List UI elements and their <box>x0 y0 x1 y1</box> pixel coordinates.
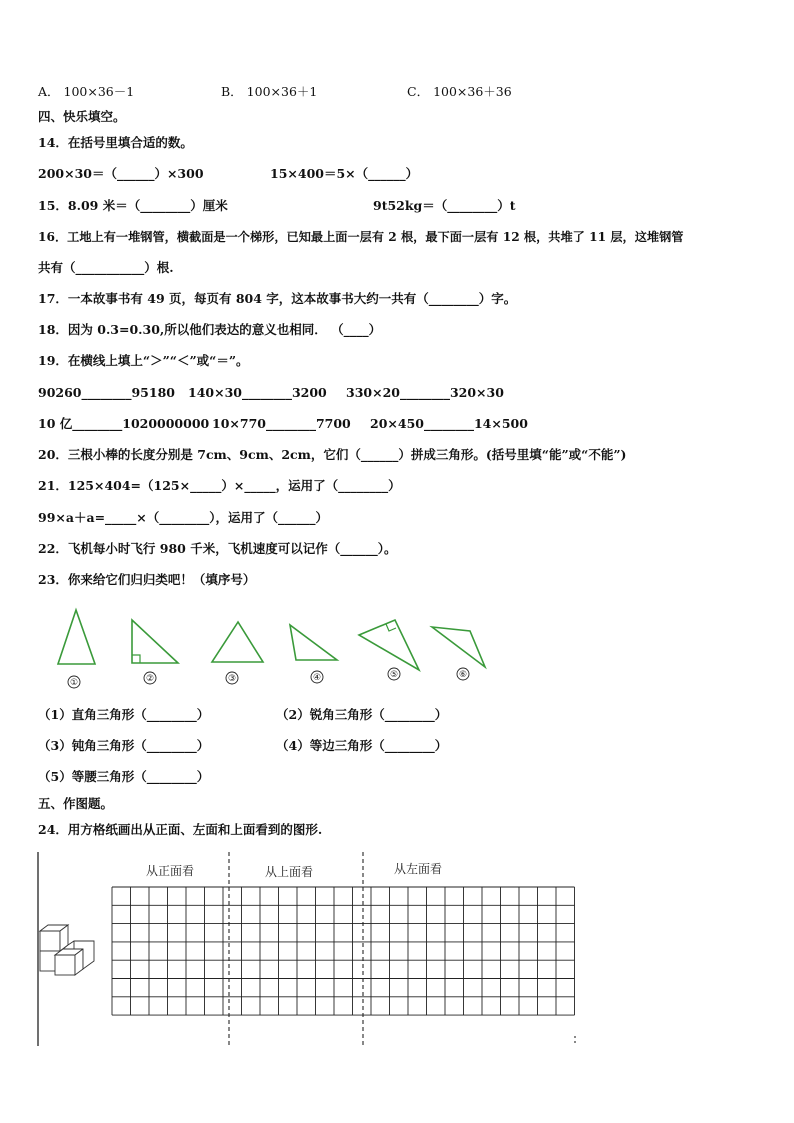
q19-row1-b: 140×30________3200 <box>188 385 327 400</box>
shape-label-5: ⑤ <box>389 670 399 680</box>
q23-category-4: （4）等边三角形（________） <box>276 738 448 753</box>
q19-row2-b: 10×770________7700 <box>212 416 351 431</box>
q20: 20．三根小棒的长度分别是 7cm、9cm、2cm，它们（______）拼成三角形。(括号里填“能”或“不能”) <box>38 447 627 462</box>
q19-row1-c: 330×20________320×30 <box>346 385 504 400</box>
q19-title: 19．在横线上填上“＞”“＜”或“＝”。 <box>38 353 249 368</box>
option-c-label: C． <box>407 84 430 99</box>
option-a <box>38 84 134 100</box>
q14-part1: 200×30＝（______）×300 <box>38 166 204 181</box>
q24-title: 24．用方格纸画出从正面、左面和上面看到的图形. <box>38 822 323 837</box>
triangle-2 <box>132 620 178 663</box>
triangle-6 <box>432 627 485 667</box>
q16-line1: 16．工地上有一堆钢管，横截面是一个梯形，已知最上面一层有 2 根，最下面一层有 12 根，共堆了 11 层，这堆钢管 <box>38 230 684 244</box>
shape-label-4: ④ <box>312 673 322 683</box>
option-b <box>221 84 317 100</box>
triangle-5-right-angle-mark <box>386 624 396 631</box>
option-b-text: 100×36＋1 <box>246 84 318 99</box>
q19-row1-a: 90260________95180 <box>38 385 175 400</box>
q18: 18．因为 0.3=0.30,所以他们表达的意义也相同． （____） <box>38 322 382 337</box>
triangle-4 <box>290 625 337 660</box>
shape-label-3: ③ <box>227 674 237 684</box>
option-c <box>407 84 512 100</box>
q21-line1: 21．125×404=（125×_____）×_____，运用了（________） <box>38 478 401 493</box>
q22: 22．飞机每小时飞行 980 千米，飞机速度可以记作（______）。 <box>38 541 397 556</box>
view-separators <box>229 852 363 1046</box>
q15-part2: 9t52kg＝（________）t <box>373 198 516 213</box>
q23-category-3: （3）钝角三角形（________） <box>38 738 210 753</box>
section-4-heading: 四、快乐填空。 <box>38 109 126 124</box>
q23-category-1: （1）直角三角形（________） <box>38 707 210 722</box>
shape-label-1: ① <box>69 678 79 688</box>
triangle-figures <box>0 600 794 690</box>
triangle-2-right-angle-mark <box>132 655 140 663</box>
shape-label-6: ⑥ <box>458 670 468 680</box>
q23-category-5: （5）等腰三角形（________） <box>38 769 210 784</box>
shape-label-2: ② <box>145 674 155 684</box>
q17: 17．一本故事书有 49 页，每页有 804 字，这本故事书大约一共有（________）字。 <box>38 291 517 306</box>
q14-part2: 15×400＝5×（______） <box>270 166 419 181</box>
q14-title: 14．在括号里填合适的数。 <box>38 135 193 150</box>
cube-stack-icon <box>40 925 94 975</box>
q23-category-2: （2）锐角三角形（________） <box>276 707 448 722</box>
option-a-text: 100×36－1 <box>63 84 135 99</box>
grid-figure <box>0 848 794 1053</box>
triangle-3 <box>212 622 263 662</box>
q23-title: 23．你来给它们归归类吧！（填序号） <box>38 572 256 587</box>
triangle-5 <box>359 620 419 670</box>
label-front-view: 从正面看 <box>146 864 195 878</box>
option-c-text: 100×36＋36 <box>433 84 512 99</box>
q19-row2-c: 20×450________14×500 <box>370 416 528 431</box>
label-left-view: 从左面看 <box>394 862 443 876</box>
section-5-heading: 五、作图题。 <box>38 796 114 811</box>
q16-line2: 共有（___________）根. <box>38 260 174 275</box>
q21-line2: 99×a＋a=_____×（________），运用了（______） <box>38 510 329 525</box>
option-b-label: B． <box>221 84 243 99</box>
triangle-1 <box>58 610 95 664</box>
square-grid <box>112 887 575 1015</box>
q15-part1: 15．8.09 米＝（________）厘米 <box>38 198 228 213</box>
label-top-view: 从上面看 <box>265 865 314 879</box>
q19-row2-a: 10 亿________1020000000 <box>38 416 210 431</box>
option-a-label: A． <box>38 84 60 99</box>
